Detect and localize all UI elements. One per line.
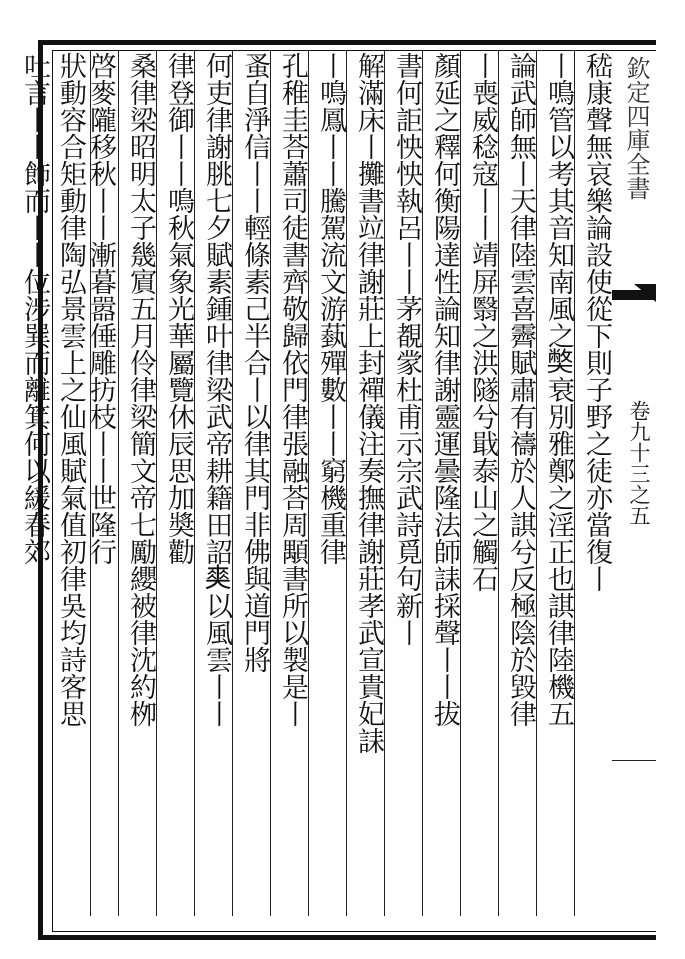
text-column-2: 丨鳴管以考其音知南風之𡚁衰別雅鄭之淫正也諆律陸機五	[543, 52, 574, 727]
text-column-15: 狀動容合矩動律陶弘景雲上之仙風賦氣值初律吳均詩客思	[55, 52, 86, 727]
text-column-13: 桑律梁昭明太子㡬賔五月伶律梁簡文帝七勵纓被律沈約栁	[125, 52, 156, 727]
text-column-6: 書何詎怏怏執呂丨丨茅覩䝉杜甫示宗武詩覓句新丨	[391, 52, 422, 646]
book-title: 欽定四庫全書	[622, 56, 650, 200]
fish-tail-icon	[634, 284, 656, 302]
text-column-1: 嵇康聲無哀樂論設使從下則子野之徒亦當復丨	[581, 52, 612, 592]
text-column-7: 解滿床丨攤書竝律謝莊上封禪儀注奏撫律謝莊孝武宣貴妃誄	[353, 52, 384, 754]
strip-divider	[612, 760, 656, 761]
text-column-9: 孔稚圭荅蕭司徒書齊敬歸依門律張融荅周顒書所以製是丨	[277, 52, 308, 727]
text-column-5: 顏延之釋何衡陽達性論知律謝靈運曇隆法師誄採聲丨丨拔	[429, 52, 460, 727]
text-column-3: 論武師無丨天律陸雲喜霽賦肅有禱於人諆兮反極陰於毀律	[505, 52, 536, 727]
volume-label: 卷九十三之五	[627, 400, 651, 526]
text-column-14: 啓麥隴移秋丨丨漸暮嚣倕雕㧍枝丨丨世隆行	[85, 52, 116, 565]
text-column-16: 吐言丨丨飾而丨丨位涉巽而離箕何以緩春郊	[19, 52, 50, 565]
text-column-11: 何吏律謝朓七夕賦素鍾叶律梁武帝耕籍田詔𠁊以風雲丨丨	[201, 52, 232, 727]
text-column-12: 律登御丨丨鳴秋氣象光華屬覽休辰思加奬勸	[163, 52, 194, 565]
text-column-10: 蚤自淨信丨丨輕條素己半合丨以律其門非佛與道門將	[239, 52, 270, 673]
text-column-8: 丨鳴鳳丨丨騰駕流文游蓺殫數丨丨窮機重律	[315, 52, 346, 565]
text-column-4: 丨喪威稔寇丨丨靖屏翳之洪隧兮戢泰山之觸石	[467, 52, 498, 592]
